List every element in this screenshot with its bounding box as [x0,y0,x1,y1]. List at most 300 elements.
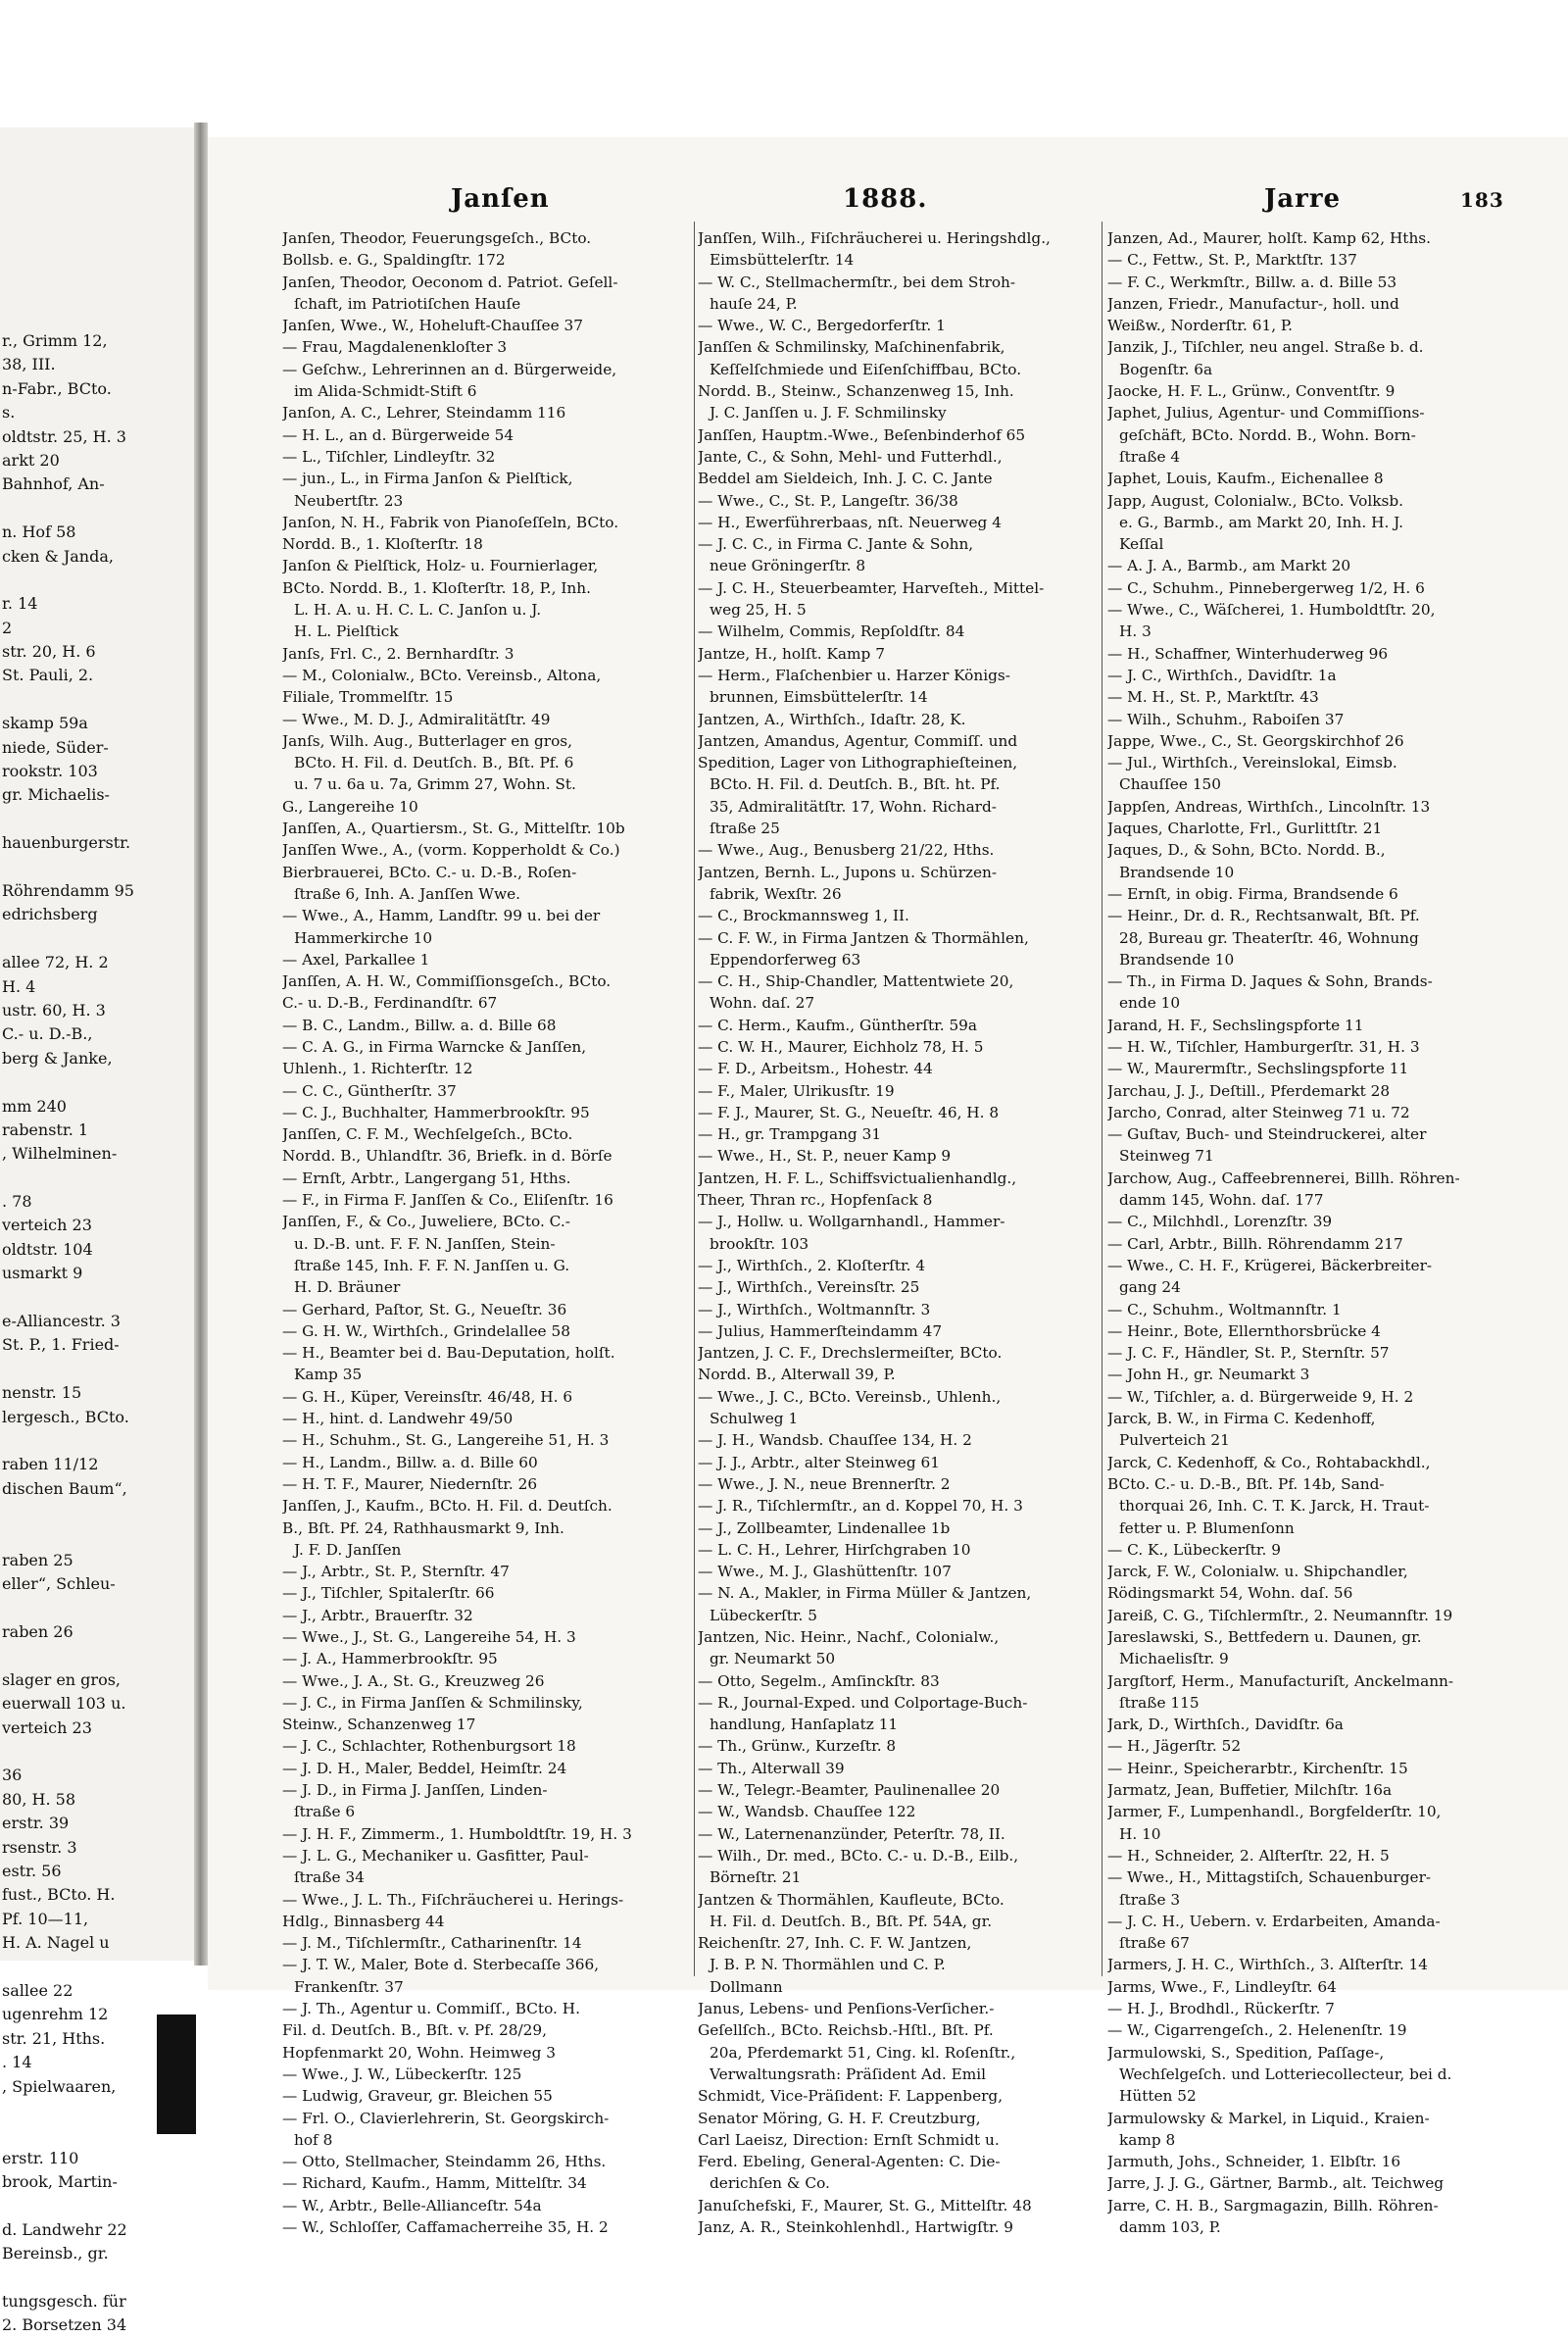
margin-fragment: n. Hof 58 [2,522,76,542]
directory-line: Keſſelſchmiede und Eiſenſchiffbau, BCto. [710,360,1022,378]
directory-line: — Wilh., Schuhm., Raboiſen 37 [1107,710,1345,728]
directory-line: — H., Beamter bei d. Bau-Deputation, holſt. [282,1344,615,1363]
directory-line: H. 10 [1119,1824,1161,1843]
directory-line: — H., Schuhm., St. G., Langereihe 51, H. 3 [282,1431,610,1450]
directory-line: Carl Laeisz, Direction: Ernſt Schmidt u. [698,2130,1000,2149]
directory-line: — J., Wirthſch., Vereinsſtr. 25 [698,1278,920,1297]
directory-line: Geſellſch., BCto. Reichsb.-Hſtl., Bſt. Pf. [698,2021,994,2040]
margin-fragment [2,1358,190,1381]
margin-fragment [2,1956,190,1979]
margin-fragment [2,856,190,879]
directory-line: Janſſen, Hauptm.-Wwe., Beſenbinderhof 65 [698,425,1026,444]
margin-fragment: raben 11/12 [2,1455,99,1474]
directory-line: Schulweg 1 [710,1410,799,1428]
margin-fragment: arkt 20 [2,450,60,470]
directory-line: Janſen, Theodor, Feuerungsgeſch., BCto. [282,229,592,247]
directory-line: — C. C., Güntherſtr. 37 [282,1081,457,1100]
page-number: 183 [1460,188,1504,212]
directory-line: — Ernſt, in obig. Firma, Brandsende 6 [1107,884,1398,903]
directory-line: Janſen, Theodor, Oeconom d. Patriot. Geſell- [282,273,618,291]
directory-line: Bollsb. e. G., Spaldingſtr. 172 [282,251,506,270]
directory-line: — John H., gr. Neumarkt 3 [1107,1366,1310,1384]
directory-line: — Th., Alterwall 39 [698,1759,845,1777]
directory-line: Nordd. B., Steinw., Schanzenweg 15, Inh. [698,382,1014,401]
directory-line: Nordd. B., Alterwall 39, P. [698,1366,896,1384]
directory-line: e. G., Barmb., am Markt 20, Inh. H. J. [1119,513,1403,531]
directory-line: — C., Brockmannsweg 1, II. [698,907,909,925]
directory-line: — F., Maler, Ulrikusſtr. 19 [698,1081,895,1100]
margin-fragment: 38, III. [2,355,56,374]
directory-line: — Wwe., M. D. J., Admiralitätſtr. 49 [282,710,551,728]
directory-line: Jappe, Wwe., C., St. Georgskirchhof 26 [1107,731,1404,750]
directory-line: — Th., Grünw., Kurzeſtr. 8 [698,1737,897,1756]
directory-line: — H., hint. d. Landwehr 49/50 [282,1410,514,1428]
directory-line: weg 25, H. 5 [710,601,807,620]
directory-line: — C., Fettw., St. P., Marktſtr. 137 [1107,251,1357,270]
directory-line: — Wwe., H., St. P., neuer Kamp 9 [698,1147,952,1166]
directory-line: BCto. H. Fil. d. Deutſch. B., Bſt. Pf. 6 [294,754,574,772]
directory-column-3 [1107,227,1517,2238]
directory-line: — J. Th., Agentur u. Commiſſ., BCto. H. [282,2000,580,2018]
directory-line: Spedition, Lager von Lithographieſteinen, [698,754,1018,772]
margin-fragment [2,1501,190,1524]
margin-fragment: tungsgesch. für [2,2292,126,2312]
directory-line: — M. H., St. P., Marktſtr. 43 [1107,688,1319,707]
directory-line: — Wwe., C. H. F., Krügerei, Bäckerbreiter- [1107,1256,1433,1274]
directory-line: ende 10 [1119,994,1181,1013]
margin-fragment: 80, H. 58 [2,1789,76,1809]
margin-fragment [2,1167,190,1190]
directory-line: Uhlenh., 1. Richterſtr. 12 [282,1060,473,1078]
directory-line: — Jul., Wirthſch., Vereinslokal, Eimsb. [1107,754,1397,772]
directory-line: H. Fil. d. Deutſch. B., Bſt. Pf. 54A, gr. [710,1912,993,1930]
directory-line: BCto. H. Fil. d. Deutſch. B., Bſt. ht. Pf. [710,775,1001,794]
directory-line: — W., Arbtr., Belle-Allianceſtr. 54a [282,2196,542,2214]
directory-line: Eppendorferweg 63 [710,950,861,969]
margin-fragment: berg & Janke, [2,1048,113,1068]
directory-line: — H. L., an d. Bürgerweide 54 [282,425,514,444]
directory-line: Jargſtorf, Herm., Manufacturiſt, Anckelmann- [1107,1671,1454,1690]
directory-line: — Herm., Flaſchenbier u. Harzer Königs- [698,666,1010,684]
margin-fragment: estr. 56 [2,1862,62,1880]
directory-line: — J. C. C., in Firma C. Jante & Sohn, [698,535,974,554]
margin-fragment [2,808,190,831]
directory-line: 35, Admiralitätſtr. 17, Wohn. Richard- [710,797,997,816]
directory-line: Hammerkirche 10 [294,928,433,947]
directory-line: Michaelisſtr. 9 [1119,1650,1229,1668]
directory-line: — G. H. W., Wirthſch., Grindelallee 58 [282,1321,570,1340]
margin-fragment: r., Grimm 12, [2,331,108,350]
directory-line: Januſchefski, F., Maurer, St. G., Mittelſtr. 48 [698,2196,1032,2214]
directory-line: Janzen, Friedr., Manufactur-, holl. und [1107,294,1399,313]
margin-fragment [2,2194,190,2217]
directory-line: kamp 8 [1119,2130,1176,2149]
directory-line: Janſſen Wwe., A., (vorm. Kopperholdt & Co.) [282,841,620,860]
directory-line: Janſon, A. C., Lehrer, Steindamm 116 [282,404,566,423]
directory-line: Fil. d. Deutſch. B., Bſt. v. Pf. 28/29, [282,2021,547,2040]
header-right-keyword: Jarre [1264,184,1342,214]
margin-fragment: euerwall 103 u. [2,1694,126,1714]
directory-line: — H., Schneider, 2. Alſterſtr. 22, H. 5 [1107,1846,1390,1865]
directory-line: damm 145, Wohn. daſ. 177 [1119,1191,1324,1210]
directory-line: — J. M., Tiſchlermſtr., Catharinenſtr. 14 [282,1934,582,1953]
directory-line: Jarmulowsky & Markel, in Liquid., Kraien- [1107,2109,1430,2127]
directory-line: Janſſen, Wilh., Fiſchräucherei u. Heringshdlg., [698,229,1051,247]
directory-line: — W., Wandsb. Chauſſee 122 [698,1803,916,1821]
directory-line: Pulverteich 21 [1119,1431,1230,1450]
directory-line: — Wwe., M. J., Glashüttenſtr. 107 [698,1563,952,1581]
margin-fragment: str. 20, H. 6 [2,642,96,662]
directory-line: — Heinr., Speicherarbtr., Kirchenſtr. 15 [1107,1759,1408,1777]
directory-line: — J. R., Tiſchlermſtr., an d. Koppel 70, H. 3 [698,1497,1023,1516]
directory-line: fetter u. P. Blumenſonn [1119,1518,1295,1537]
directory-line: ſtraße 67 [1119,1934,1190,1953]
margin-fragment: verteich 23 [2,1717,92,1737]
directory-line: Bogenſtr. 6a [1119,360,1213,378]
directory-line: Janſon, N. H., Fabrik von Pianoſeſſeln, BCto. [282,513,619,531]
directory-line: Jark, D., Wirthſch., Davidſtr. 6a [1107,1716,1344,1734]
directory-line: — Wwe., J., St. G., Langereihe 54, H. 3 [282,1628,576,1646]
directory-line: Janſſen, A., Quartiersm., St. G., Mittelſtr. 10b [282,820,625,838]
directory-line: H. L. Pielſtick [294,622,399,641]
directory-line: BCto. C.- u. D.-B., Bſt. Pf. 14b, Sand- [1107,1474,1385,1493]
directory-line: — J. C., in Firma Janſſen & Schmilinsky, [282,1693,583,1712]
directory-line: — W., Schloſſer, Caffamacherreihe 35, H. 2 [282,2218,609,2237]
margin-fragment: niede, Süder- [2,737,109,757]
directory-line: — J., Zollbeamter, Lindenallee 1b [698,1518,951,1537]
directory-line: — C. J., Buchhalter, Hammerbrookſtr. 95 [282,1103,590,1121]
directory-line: — Wwe., C., St. P., Langeſtr. 36/38 [698,491,958,510]
margin-fragment: r. 14 [2,594,38,614]
margin-fragment: e-Alliancestr. 3 [2,1312,121,1331]
directory-line: — J., Arbtr., St. P., Sternſtr. 47 [282,1563,510,1581]
directory-line: Janſſen, A. H. W., Commiſſionsgeſch., BCto. [282,972,612,991]
directory-line: — Axel, Parkallee 1 [282,950,430,969]
directory-line: — C., Schuhm., Woltmannſtr. 1 [1107,1300,1342,1318]
directory-line: hof 8 [294,2130,333,2149]
directory-line: — W., Laternenanzünder, Peterſtr. 78, II. [698,1824,1005,1843]
directory-line: Jappſen, Andreas, Wirthſch., Lincolnſtr. 13 [1107,797,1431,816]
directory-line: — G. H., Küper, Vereinsſtr. 46/48, H. 6 [282,1387,573,1406]
directory-line: — J. C., Schlachter, Rothenburgsort 18 [282,1737,576,1756]
directory-line: B., Bſt. Pf. 24, Rathhausmarkt 9, Inh. [282,1518,564,1537]
margin-fragment: Röhrendamm 95 [2,880,134,900]
directory-line: hauſe 24, P. [710,294,798,313]
margin-fragment [2,2266,190,2290]
margin-fragment: erstr. 110 [2,2148,79,2167]
directory-line: Wohn. daſ. 27 [710,994,815,1013]
directory-line: ſtraße 115 [1119,1693,1200,1712]
directory-line: — M., Colonialw., BCto. Vereinsb., Altona, [282,666,602,684]
directory-line: — J. H. F., Zimmerm., 1. Humboldtſtr. 19, H. 3 [282,1824,632,1843]
directory-line: Jarchow, Aug., Caffeebrennerei, Billh. Röhren- [1107,1169,1460,1187]
margin-fragment [2,1525,190,1549]
margin-fragment: s. [2,403,16,423]
directory-line: — Richard, Kaufm., Hamm, Mittelſtr. 34 [282,2174,587,2193]
directory-line: Börneſtr. 21 [710,1868,802,1887]
directory-line: Jantze, H., holſt. Kamp 7 [698,644,885,663]
directory-line: — J. C. F., Händler, St. P., Sternſtr. 57 [1107,1344,1390,1363]
directory-line: Jarmers, J. H. C., Wirthſch., 3. Alſterſtr. 14 [1107,1956,1429,1974]
directory-line: — J., Arbtr., Brauerſtr. 32 [282,1606,473,1624]
directory-line: — J. C., Wirthſch., Davidſtr. 1a [1107,666,1337,684]
margin-fragment: . 78 [2,1192,32,1212]
margin-fragment: St. P., 1. Fried- [2,1335,120,1355]
directory-line: — N. A., Makler, in Firma Müller & Jantzen, [698,1584,1032,1603]
directory-line: geſchäft, BCto. Nordd. B., Wohn. Born- [1119,425,1416,444]
margin-fragment: gr. Michaelis- [2,785,110,805]
directory-line: — A. J. A., Barmb., am Markt 20 [1107,557,1351,575]
directory-line: Jantzen & Thormählen, Kaufleute, BCto. [698,1890,1004,1909]
directory-line: Theer, Thran rc., Hopfenſack 8 [698,1191,933,1210]
directory-line: ſtraße 4 [1119,447,1181,466]
directory-line: Dollmann [710,1977,783,1996]
directory-line: — Wwe., J. W., Lübeckerſtr. 125 [282,2064,522,2083]
directory-line: u. 7 u. 6a u. 7a, Grimm 27, Wohn. St. [294,775,576,794]
directory-line: Kamp 35 [294,1366,363,1384]
directory-line: — J. D. H., Maler, Beddel, Heimſtr. 24 [282,1759,567,1777]
directory-line: Keſſal [1119,535,1164,554]
directory-line: Neubertſtr. 23 [294,491,404,510]
directory-line: Lübeckerſtr. 5 [710,1606,817,1624]
directory-line: Reichenſtr. 27, Inh. C. F. W. Jantzen, [698,1934,972,1953]
directory-line: — F. D., Arbeitsm., Hohestr. 44 [698,1060,933,1078]
margin-fragment: allee 72, H. 2 [2,953,109,972]
margin-fragment: verteich 23 [2,1216,92,1235]
margin-fragment: raben 25 [2,1550,74,1569]
directory-line: H. D. Bräuner [294,1278,401,1297]
directory-line: Janſſen, F., & Co., Juweliere, BCto. C.- [282,1213,570,1231]
margin-fragment: , Wilhelminen- [2,1144,118,1164]
directory-line: BCto. Nordd. B., 1. Kloſterſtr. 18, P., Inh. [282,578,591,597]
directory-line: u. D.-B. unt. F. F. N. Janſſen, Stein- [294,1234,556,1253]
directory-line: — J., Hollw. u. Wollgarnhandl., Hammer- [698,1213,1005,1231]
directory-line: Jarmatz, Jean, Buffetier, Milchſtr. 16a [1107,1781,1393,1800]
directory-line: Hopfenmarkt 20, Wohn. Heimweg 3 [282,2043,556,2062]
directory-line: — C. W. H., Maurer, Eichholz 78, H. 5 [698,1037,984,1056]
directory-line: — H., Ewerführerbaas, nſt. Neuerweg 4 [698,513,1002,531]
directory-line: — H. J., Brodhdl., Rückerſtr. 7 [1107,2000,1335,2018]
directory-line: — Wwe., Aug., Benusberg 21/22, Hths. [698,841,995,860]
directory-line: — Wwe., J. L. Th., Fiſchräucherei u. Herings- [282,1890,624,1909]
directory-line: Jarcho, Conrad, alter Steinweg 71 u. 72 [1107,1103,1410,1121]
margin-fragment [2,927,190,951]
directory-line: — Th., in Firma D. Jaques & Sohn, Brands- [1107,972,1433,991]
directory-line: 28, Bureau gr. Theaterſtr. 46, Wohnung [1119,928,1419,947]
directory-line: J. F. D. Janſſen [294,1540,402,1559]
directory-line: — J. T. W., Maler, Bote d. Sterbecaſſe 366, [282,1956,600,1974]
margin-fragment: ugenrehm 12 [2,2005,109,2024]
directory-line: — C., Schuhm., Pinnebergerweg 1/2, H. 6 [1107,578,1425,597]
directory-line: — H., Landm., Billw. a. d. Bille 60 [282,1453,538,1471]
directory-line: Janſſen, C. F. M., Wechſelgeſch., BCto. [282,1125,573,1144]
directory-line: Beddel am Sieldeich, Inh. J. C. C. Jante [698,470,993,488]
directory-line: Janzen, Ad., Maurer, holſt. Kamp 62, Hths. [1107,229,1432,247]
margin-fragment [2,1644,190,1667]
directory-line: G., Langereihe 10 [282,797,418,816]
directory-line: handlung, Hanſaplatz 11 [710,1716,899,1734]
directory-line: — Wilh., Dr. med., BCto. C.- u. D.-B., Eilb., [698,1846,1019,1865]
margin-fragment: 2 [2,618,13,637]
directory-line: — F., in Firma F. Janſſen & Co., Eliſenſtr. 16 [282,1191,613,1210]
directory-line: Jante, C., & Sohn, Mehl- und Futterhdl., [698,447,1003,466]
margin-fragment: H. A. Nagel u [2,1933,110,1953]
directory-line: — J. J., Arbtr., alter Steinweg 61 [698,1453,940,1471]
directory-line: Jarck, B. W., in Firma C. Kedenhoff, [1107,1410,1376,1428]
margin-fragment: C.- u. D.-B., [2,1024,93,1044]
margin-fragment: St. Pauli, 2. [2,666,94,685]
directory-line: — Carl, Arbtr., Billh. Röhrendamm 217 [1107,1234,1403,1253]
directory-line: Frankenſtr. 37 [294,1977,404,1996]
directory-line: — H., Jägerſtr. 52 [1107,1737,1242,1756]
directory-line: — J. C. H., Uebern. v. Erdarbeiten, Amanda- [1107,1912,1441,1930]
directory-line: Brandsende 10 [1119,950,1235,969]
directory-line: — Ernſt, Arbtr., Langergang 51, Hths. [282,1169,571,1187]
directory-line: — Frau, Magdalenenkloſter 3 [282,338,508,357]
margin-fragment [2,688,190,712]
margin-fragment: eller“, Schleu- [2,1574,116,1594]
directory-line: ſtraße 6, Inh. A. Janſſen Wwe. [294,884,520,903]
directory-line: — Guſtav, Buch- und Steindruckerei, alter [1107,1125,1427,1144]
directory-line: ſtraße 145, Inh. F. F. N. Janſſen u. G. [294,1256,570,1274]
margin-fragment: oldtstr. 104 [2,1239,93,1259]
directory-line: — W., Tiſchler, a. d. Bürgerweide 9, H. 2 [1107,1387,1414,1406]
directory-line: Janſs, Wilh. Aug., Butterlager en gros, [282,731,573,750]
margin-fragment: 36 [2,1766,23,1785]
directory-line: — C. F. W., in Firma Jantzen & Thormählen, [698,928,1029,947]
directory-line: ſtraße 34 [294,1868,365,1887]
directory-line: Jareslawski, S., Bettfedern u. Daunen, gr. [1107,1628,1422,1646]
directory-line: — W., Maurermſtr., Sechslingspforte 11 [1107,1060,1409,1078]
directory-line: Janſſen, J., Kaufm., BCto. H. Fil. d. Deutſch. [282,1497,612,1516]
margin-fragment: d. Landwehr 22 [2,2219,127,2239]
directory-line: C.- u. D.-B., Ferdinandſtr. 67 [282,994,498,1013]
margin-fragment: fust., BCto. H. [2,1885,116,1905]
directory-line: — W., Cigarrengeſch., 2. Helenenſtr. 19 [1107,2021,1407,2040]
directory-line: — W. C., Stellmachermſtr., bei dem Stroh- [698,273,1016,291]
directory-line: — R., Journal-Exped. und Colportage-Buch- [698,1693,1028,1712]
directory-line: — J. C. H., Steuerbeamter, Harveſteh., Mittel- [698,578,1045,597]
directory-line: — H., gr. Trampgang 31 [698,1125,882,1144]
directory-line: gr. Neumarkt 50 [710,1650,836,1668]
directory-line: — Wwe., C., Wäſcherei, 1. Humboldtſtr. 20, [1107,601,1436,620]
directory-line: Jantzen, Amandus, Agentur, Commiſſ. und [698,731,1018,750]
margin-fragment: usmarkt 9 [2,1264,83,1283]
directory-line: — C. H., Ship-Chandler, Mattentwiete 20, [698,972,1014,991]
directory-line: — F. C., Werkmſtr., Billw. a. d. Bille 53 [1107,273,1397,291]
directory-line: Janſs, Frl. C., 2. Bernhardſtr. 3 [282,644,514,663]
directory-line: Janz, A. R., Steinkohlenhdl., Hartwigſtr. 9 [698,2218,1014,2237]
margin-fragment: dischen Baum“, [2,1478,127,1498]
margin-fragment: 2. Borsetzen 34 [2,2315,127,2335]
margin-fragment: edrichsberg [2,905,98,924]
directory-line: Wechſelgeſch. und Lotteriecollecteur, bei d. [1119,2064,1452,2083]
directory-line: Jareiß, C. G., Tiſchlermſtr., 2. Neumannſtr. 19 [1107,1606,1453,1624]
directory-line: im Alida-Schmidt-Stift 6 [294,382,477,401]
margin-fragment: rsenstr. 3 [2,1837,77,1857]
directory-line: Jantzen, H. F. L., Schiffsvictualienhandlg., [698,1169,1017,1187]
margin-fragment [2,1286,190,1310]
directory-line: — W., Telegr.-Beamter, Paulinenallee 20 [698,1781,1001,1800]
margin-fragment: lergesch., BCto. [2,1407,129,1426]
directory-line: — Heinr., Dr. d. R., Rechtsanwalt, Bſt. Pf. [1107,907,1420,925]
directory-line: — J., Tiſchler, Spitalerſtr. 66 [282,1584,495,1603]
directory-line: Jarck, F. W., Colonialw. u. Shipchandler, [1107,1563,1408,1581]
directory-line: — Frl. O., Clavierlehrerin, St. Georgskirch- [282,2109,610,2127]
directory-line: — Otto, Segelm., Amſinckſtr. 83 [698,1671,940,1690]
directory-line: — C. Herm., Kaufm., Güntherſtr. 59a [698,1016,978,1034]
directory-line: Hdlg., Binnasberg 44 [282,1912,445,1930]
directory-line: H. 3 [1119,622,1152,641]
directory-line: Verwaltungsrath: Präſident Ad. Emil [710,2064,987,2083]
margin-fragment [2,569,190,592]
margin-fragment: erstr. 39 [2,1814,70,1833]
directory-line: thorquai 26, Inh. C. T. K. Jarck, H. Traut- [1119,1497,1430,1516]
column-rule-1 [694,222,695,1976]
directory-line: — Otto, Stellmacher, Steindamm 26, Hths. [282,2153,607,2171]
directory-line: Janſen, Wwe., W., Hoheluft-Chauſſee 37 [282,317,583,335]
margin-fragment: skamp 59a [2,714,88,733]
directory-line: Bierbrauerei, BCto. C.- u. D.-B., Roſen- [282,863,577,881]
directory-line: — jun., L., in Firma Janſon & Pielſtick, [282,470,573,488]
directory-line: Jaques, Charlotte, Frl., Gurlittſtr. 21 [1107,820,1383,838]
directory-line: Steinweg 71 [1119,1147,1214,1166]
margin-fragment [2,1597,190,1620]
directory-line: Hütten 52 [1119,2087,1197,2106]
directory-line: Eimsbüttelerſtr. 14 [710,251,855,270]
directory-line: L. H. A. u. H. C. L. C. Janſon u. J. [294,601,542,620]
directory-line: Senator Möring, G. H. F. Creutzburg, [698,2109,981,2127]
margin-fragment: slager en gros, [2,1669,121,1689]
directory-line: 20a, Pferdemarkt 51, Cing. kl. Roſenſtr., [710,2043,1016,2062]
directory-line: — J. H., Wandsb. Chauſſee 134, H. 2 [698,1431,972,1450]
margin-fragment: oldtstr. 25, H. 3 [2,426,126,446]
margin-fragment: Pf. 10—11, [2,1909,89,1928]
directory-line: Weißw., Norderſtr. 61, P. [1107,317,1293,335]
directory-line: Jantzen, J. C. F., Drechslermeiſter, BCto. [698,1344,1003,1363]
directory-line: — Heinr., Bote, Ellernthorsbrücke 4 [1107,1321,1381,1340]
margin-fragment [2,1740,190,1764]
directory-line: — Wwe., J. C., BCto. Vereinsb., Uhlenh., [698,1387,1002,1406]
directory-line: Jarmulowski, S., Spedition, Paſſage-, [1107,2043,1385,2062]
directory-line: — Geſchw., Lehrerinnen an d. Bürgerweide, [282,360,617,378]
directory-line: Jarchau, J. J., Deſtill., Pferdemarkt 28 [1107,1081,1391,1100]
margin-fragment: str. 21, Hths. [2,2028,106,2048]
margin-fragment: . 14 [2,2053,32,2072]
directory-line: Jarmuth, Johs., Schneider, 1. Elbſtr. 16 [1107,2153,1401,2171]
margin-fragment: , Spielwaaren, [2,2076,117,2096]
facing-page-margin [0,127,201,2335]
margin-fragment: n-Fabr., BCto. [2,378,112,398]
directory-line: — J. D., in Firma J. Janſſen, Linden- [282,1781,548,1800]
margin-fragment: mm 240 [2,1096,67,1116]
directory-line: — C. A. G., in Firma Warncke & Janſſen, [282,1037,587,1056]
margin-fragment: rabenstr. 1 [2,1119,89,1139]
directory-line: ſchaft, im Patriotiſchen Hauſe [294,294,521,313]
directory-line: Brandsende 10 [1119,863,1235,881]
directory-line: Janſſen & Schmilinsky, Maſchinenfabrik, [698,338,1005,357]
directory-line: — Wilhelm, Commis, Repſoldſtr. 84 [698,622,965,641]
directory-line: Janus, Lebens- und Penſions-Verſicher.- [698,2000,995,2018]
directory-line: — J. A., Hammerbrookſtr. 95 [282,1650,498,1668]
margin-fragment: hauenburgerstr. [2,833,131,853]
spine-shadow [157,2015,196,2134]
directory-line: — C. K., Lübeckerſtr. 9 [1107,1540,1282,1559]
directory-line: Jarmer, F., Lumpenhandl., Borgfelderſtr. 10, [1107,1803,1442,1821]
directory-line: Chauſſee 150 [1119,775,1222,794]
directory-line: J. B. P. N. Thormählen und C. P. [710,1956,946,1974]
directory-line: — L., Tiſchler, Lindleyſtr. 32 [282,447,496,466]
